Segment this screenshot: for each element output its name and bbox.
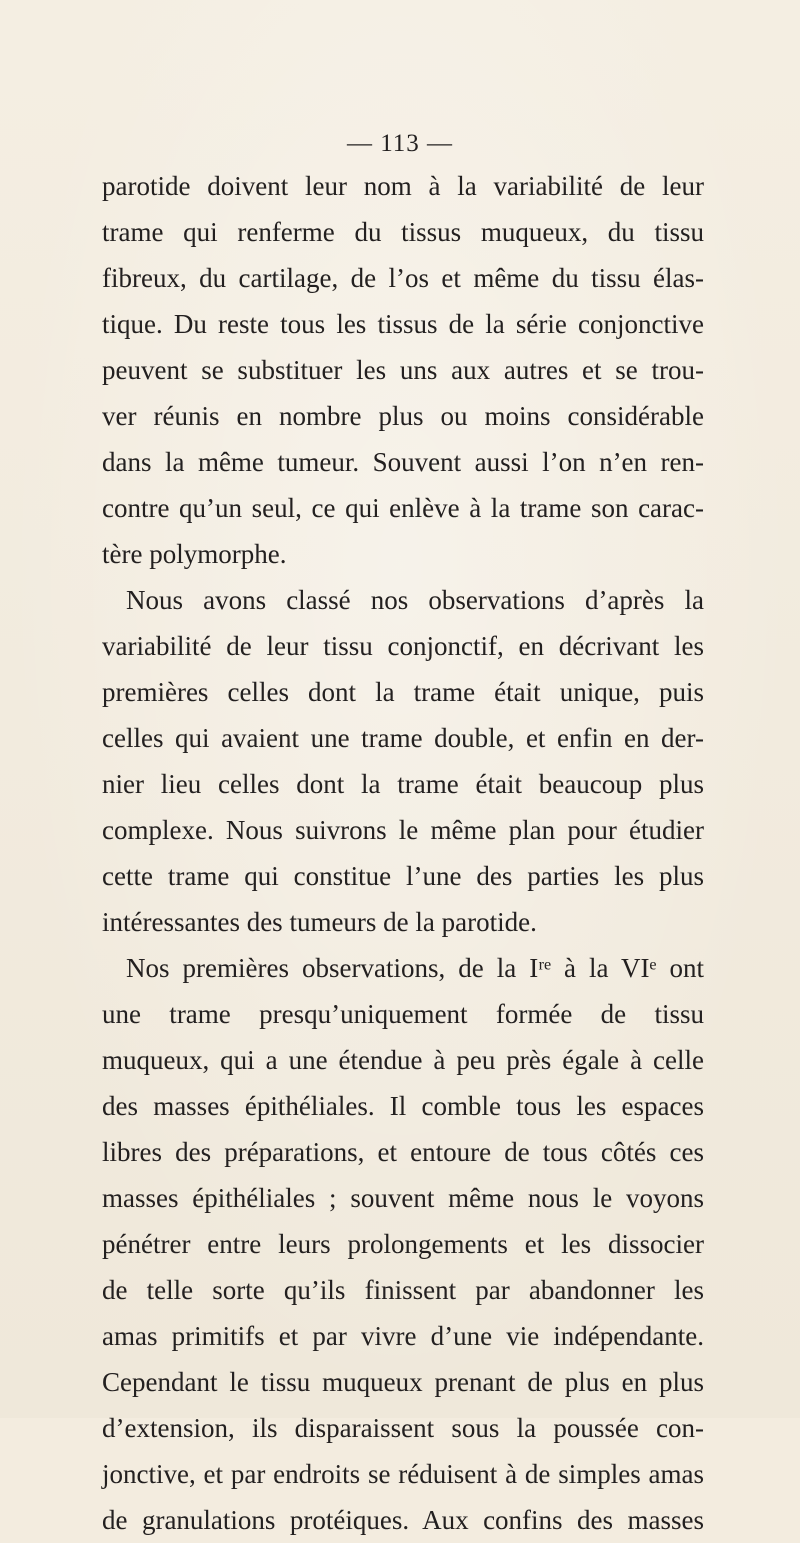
- text-line: tique. Du reste tous les tissus de la série conjonctive: [102, 309, 704, 339]
- text-line: jonctive, et par endroits se réduisent à de simples amas: [102, 1459, 704, 1489]
- text-line: masses épithéliales ; souvent même nous le voyons: [102, 1183, 704, 1213]
- text-line: variabilité de leur tissu conjonctif, en décrivant les: [102, 631, 704, 661]
- text-line: Cependant le tissu muqueux prenant de plus en plus: [102, 1367, 704, 1397]
- page-number: — 113 —: [346, 130, 454, 157]
- text-line: pénétrer entre leurs prolongements et les dissocier: [102, 1229, 704, 1259]
- text-line: de telle sorte qu’ils finissent par abandonner les: [102, 1275, 704, 1305]
- text-line: tère polymorphe.: [102, 539, 287, 569]
- text-line: peuvent se substituer les uns aux autres et se trou-: [102, 355, 704, 385]
- text-line: muqueux, qui a une étendue à peu près égale à celle: [102, 1045, 704, 1075]
- text-line: parotide doivent leur nom à la variabilité de leur: [102, 171, 704, 201]
- text-line: premières celles dont la trame était unique, puis: [102, 677, 704, 707]
- text-line: dans la même tumeur. Souvent aussi l’on n’en ren-: [102, 447, 704, 477]
- text-line: celles qui avaient une trame double, et enfin en der-: [102, 723, 704, 753]
- text-line: fibreux, du cartilage, de l’os et même du tissu élas-: [102, 263, 704, 293]
- text-line: de granulations protéiques. Aux confins des masses: [102, 1505, 704, 1535]
- text-line: une trame presqu’uniquement formée de tissu: [102, 999, 704, 1029]
- text-line: libres des préparations, et entoure de tous côtés ces: [102, 1137, 704, 1167]
- text-line: des masses épithéliales. Il comble tous les espaces: [102, 1091, 704, 1121]
- text-line: ver réunis en nombre plus ou moins considérable: [102, 401, 704, 431]
- text-line: Nos premières observations, de la Iʳᵉ à la VIᵉ ont: [126, 953, 704, 983]
- text-line: complexe. Nous suivrons le même plan pour étudier: [102, 815, 704, 845]
- text-line: cette trame qui constitue l’une des parties les plus: [102, 861, 704, 891]
- text-line: amas primitifs et par vivre d’une vie indépendante.: [102, 1321, 704, 1351]
- text-line: contre qu’un seul, ce qui enlève à la trame son carac-: [102, 493, 704, 523]
- text-line: intéressantes des tumeurs de la parotide.: [102, 907, 537, 937]
- text-line: Nous avons classé nos observations d’après la: [126, 585, 704, 615]
- text-line: trame qui renferme du tissus muqueux, du tissu: [102, 217, 704, 247]
- text-line: nier lieu celles dont la trame était beaucoup plus: [102, 769, 704, 799]
- text-line: d’extension, ils disparaissent sous la poussée con-: [102, 1413, 704, 1443]
